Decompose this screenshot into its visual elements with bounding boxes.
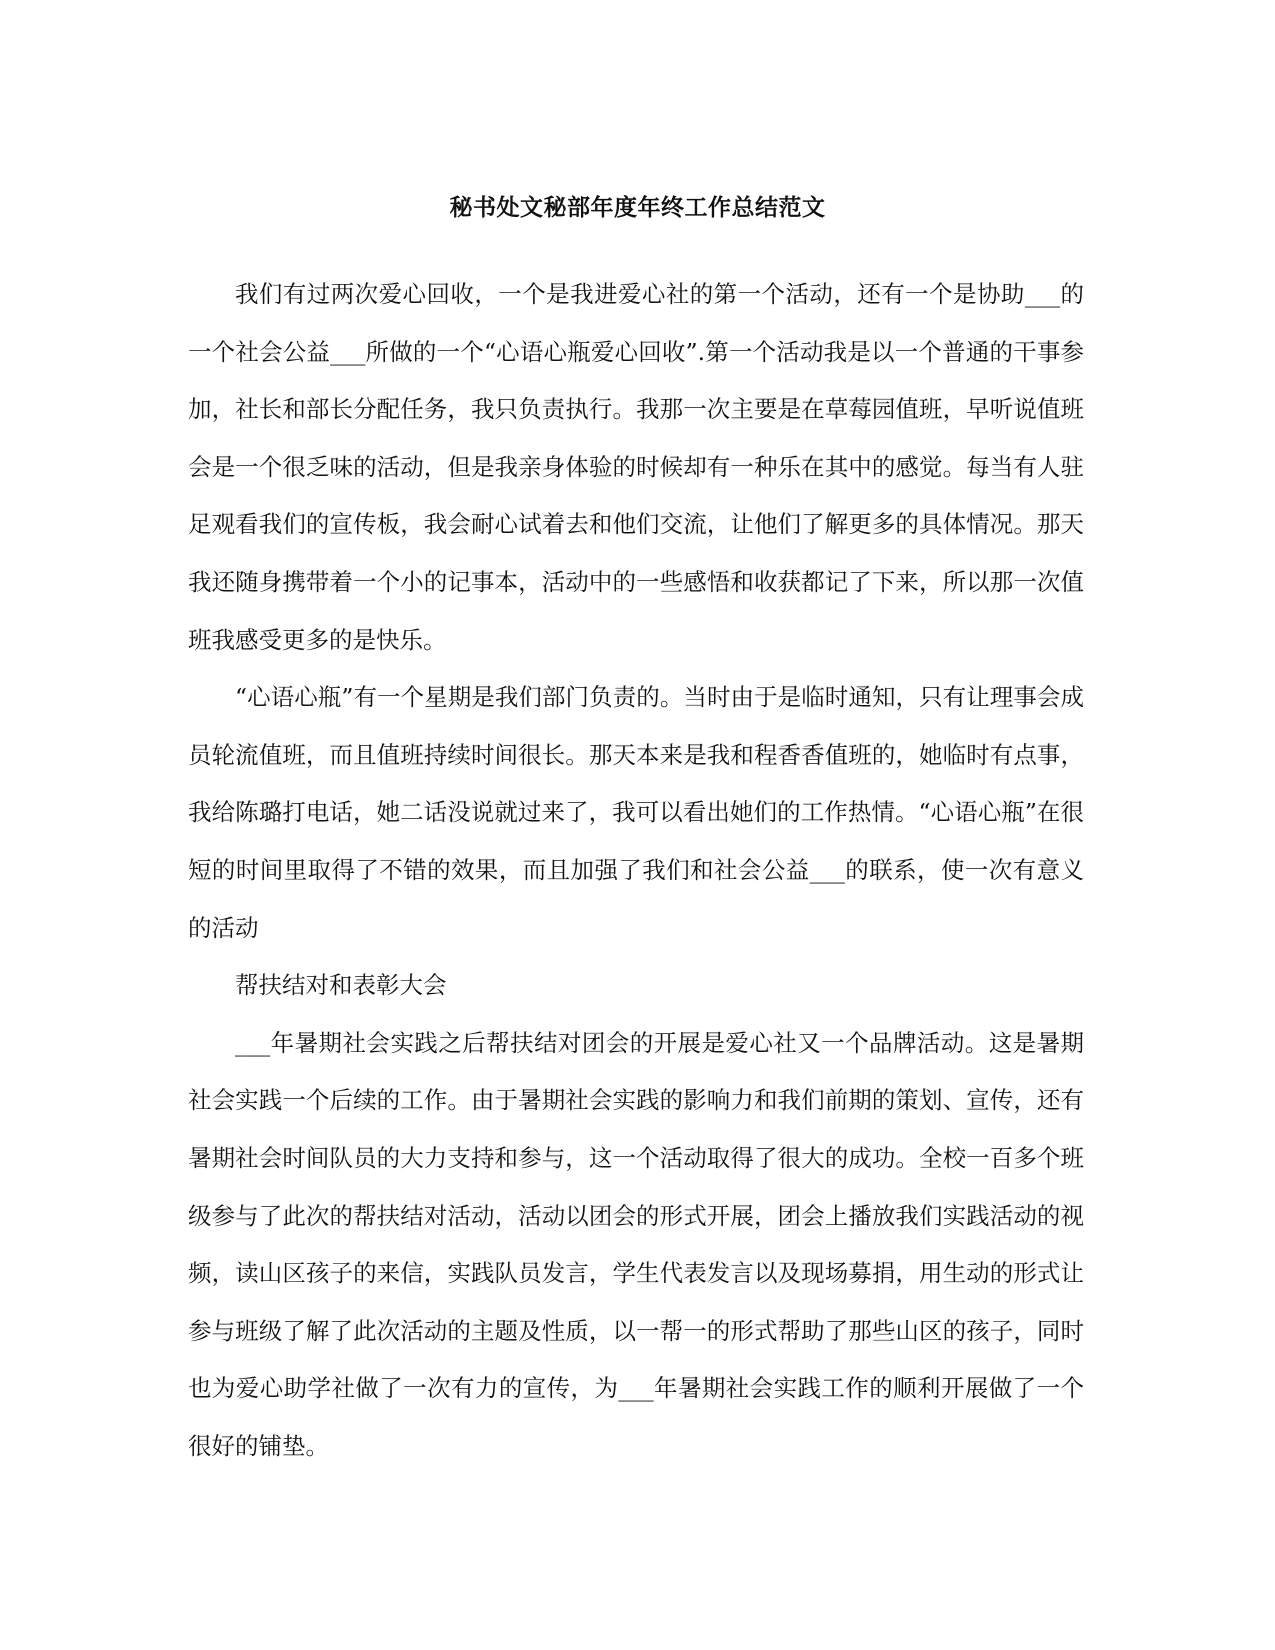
- document-title: 秘书处文秘部年度年终工作总结范文: [449, 194, 826, 221]
- document-body: [188, 266, 1084, 1475]
- paragraph-love-recycling: 我们有过两次爱心回收，一个是我进爱心社的第一个活动，还有一个是协助___的一个社会公益___所做的一个“心语心瓶爱心回收”.第一个活动我是以一个普通的干事参加，社长和部长分配任务，我只负责执行。我那一次主要是在草莓园值班，早听说值班会是一个很乏味的活动，但是我亲身体验的时候却有一种乐在其中的感觉。每当有人驻足观看我们的宣传板，我会耐心试着去和他们交流，让他们了解更多的具体情况。那天我还随身携带着一个小的记事本，活动中的一些感悟和收获都记了下来，所以那一次值班我感受更多的是快乐。: [188, 280, 1084, 654]
- paragraph-heart-bottle: “心语心瓶”有一个星期是我们部门负责的。当时由于是临时通知，只有让理事会成员轮流值班，而且值班持续时间很长。那天本来是我和程香香值班的，她临时有点事，我给陈璐打电话，她二话没说就过来了，我可以看出她们的工作热情。“心语心瓶”在很短的时间里取得了不错的效果，而且加强了我们和社会公益___的联系，使一次有意义的活动: [188, 683, 1084, 942]
- paragraph-pairing-activity: ___年暑期社会实践之后帮扶结对团会的开展是爱心社又一个品牌活动。这是暑期社会实践一个后续的工作。由于暑期社会实践的影响力和我们前期的策划、宣传，还有暑期社会时间队员的大力支持和参与，这一个活动取得了很大的成功。全校一百多个班级参与了此次的帮扶结对活动，活动以团会的形式开展，团会上播放我们实践活动的视频，读山区孩子的来信，实践队员发言，学生代表发言以及现场募捐，用生动的形式让参与班级了解了此次活动的主题及性质，以一帮一的形式帮助了那些山区的孩子，同时也为爱心助学社做了一次有力的宣传，为___年暑期社会实践工作的顺利开展做了一个很好的铺垫。: [188, 1028, 1084, 1460]
- section-heading-pairing-assembly: 帮扶结对和表彰大会: [235, 971, 447, 1000]
